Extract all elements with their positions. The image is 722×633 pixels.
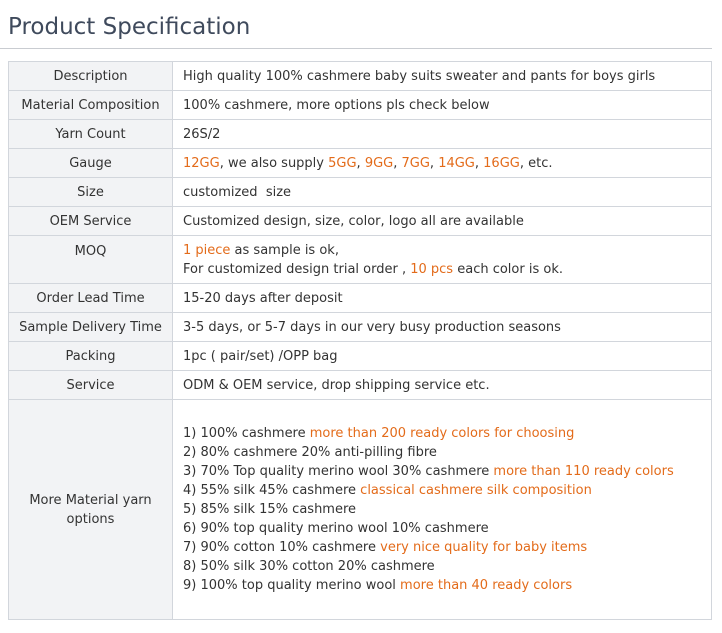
spec-row-service (9, 371, 712, 400)
yarn-option-text: 5) 85% silk 15% cashmere (183, 502, 357, 517)
yarn-option-item (183, 481, 701, 500)
spec-row-more-yarn (9, 400, 712, 620)
gauge-text: , (356, 155, 365, 171)
moq-text: as sample is ok, (230, 242, 339, 258)
moq-highlight: 10 pcs (410, 261, 454, 277)
spec-row-moq (9, 236, 712, 284)
spec-row-material (9, 91, 712, 120)
spec-label: MOQ (9, 236, 173, 284)
gauge-value: 12GG (183, 155, 220, 171)
gauge-text: , (474, 155, 484, 171)
yarn-option-text: 6) 90% top quality merino wool 10% cashmere (183, 521, 489, 536)
yarn-option-highlight: very nice quality for baby items (380, 540, 588, 555)
title-divider (0, 48, 712, 49)
spec-value: 26S/2 (173, 120, 712, 149)
yarn-option-text: 1) 100% cashmere (183, 426, 310, 441)
yarn-option-item (183, 424, 701, 443)
yarn-option-highlight: more than 40 ready colors (400, 578, 573, 593)
yarn-option-text: 3) 70% Top quality merino wool 30% cashmere (183, 464, 494, 479)
moq-text: each color is ok. (453, 261, 563, 277)
moq-line (183, 241, 701, 260)
yarn-option-item (183, 462, 701, 481)
yarn-option-highlight: more than 110 ready colors (493, 464, 674, 479)
page-title: Product Specification (8, 14, 251, 40)
gauge-text: , (393, 155, 402, 171)
more-yarn-label-line: options (66, 511, 115, 527)
spec-label: Description (9, 62, 173, 91)
spec-value (173, 149, 712, 178)
spec-label: Sample Delivery Time (9, 313, 173, 342)
spec-label: Yarn Count (9, 120, 173, 149)
yarn-option-text: 8) 50% silk 30% cotton 20% cashmere (183, 559, 435, 574)
yarn-option-item (183, 576, 701, 595)
yarn-option-item (183, 500, 701, 519)
spec-label: Size (9, 178, 173, 207)
spec-label: OEM Service (9, 207, 173, 236)
spec-value: 3-5 days, or 5-7 days in our very busy production seasons (173, 313, 712, 342)
yarn-option-highlight: classical cashmere silk composition (360, 483, 592, 498)
spec-label (9, 400, 173, 620)
spec-row-packing (9, 342, 712, 371)
gauge-value: 7GG (401, 155, 430, 171)
spec-value: 15-20 days after deposit (173, 284, 712, 313)
yarn-option-text: 2) 80% cashmere 20% anti-pilling fibre (183, 445, 437, 460)
spec-value (173, 236, 712, 284)
gauge-value: 14GG (438, 155, 475, 171)
gauge-value: 16GG (483, 155, 520, 171)
yarn-option-text: 7) 90% cotton 10% cashmere (183, 540, 381, 555)
spec-value: 1pc ( pair/set) /OPP bag (173, 342, 712, 371)
spec-label: Material Composition (9, 91, 173, 120)
spec-value: High quality 100% cashmere baby suits sweater and pants for boys girls (173, 62, 712, 91)
yarn-option-item (183, 443, 701, 462)
spec-label: Gauge (9, 149, 173, 178)
spec-row-lead-time (9, 284, 712, 313)
gauge-text: , (429, 155, 439, 171)
moq-text: For customized design trial order , (183, 261, 411, 277)
yarn-option-text: 9) 100% top quality merino wool (183, 578, 401, 593)
spec-value (173, 400, 712, 620)
yarn-option-item (183, 519, 701, 538)
gauge-text: , we also supply (219, 155, 329, 171)
spec-row-size (9, 178, 712, 207)
moq-highlight: 1 piece (183, 242, 231, 258)
spec-value: Customized design, size, color, logo all are available (173, 207, 712, 236)
spec-row-sample-delivery (9, 313, 712, 342)
gauge-value: 9GG (364, 155, 394, 171)
spec-label: Order Lead Time (9, 284, 173, 313)
spec-value: 100% cashmere, more options pls check below (173, 91, 712, 120)
spec-label: Service (9, 371, 173, 400)
gauge-text: , etc. (519, 155, 553, 171)
gauge-value: 5GG (328, 155, 357, 171)
yarn-option-highlight: more than 200 ready colors for choosing (309, 426, 575, 441)
spec-row-yarn-count (9, 120, 712, 149)
spec-row-gauge (9, 149, 712, 178)
yarn-options-list (183, 424, 701, 595)
yarn-option-item (183, 538, 701, 557)
spec-table (8, 61, 712, 620)
yarn-option-text: 4) 55% silk 45% cashmere (183, 483, 361, 498)
spec-value: customized size (173, 178, 712, 207)
yarn-option-item (183, 557, 701, 576)
spec-row-oem (9, 207, 712, 236)
spec-row-description (9, 62, 712, 91)
moq-line (183, 260, 701, 279)
more-yarn-label-line: More Material yarn (29, 492, 152, 508)
spec-value: ODM & OEM service, drop shipping service etc. (173, 371, 712, 400)
spec-label: Packing (9, 342, 173, 371)
